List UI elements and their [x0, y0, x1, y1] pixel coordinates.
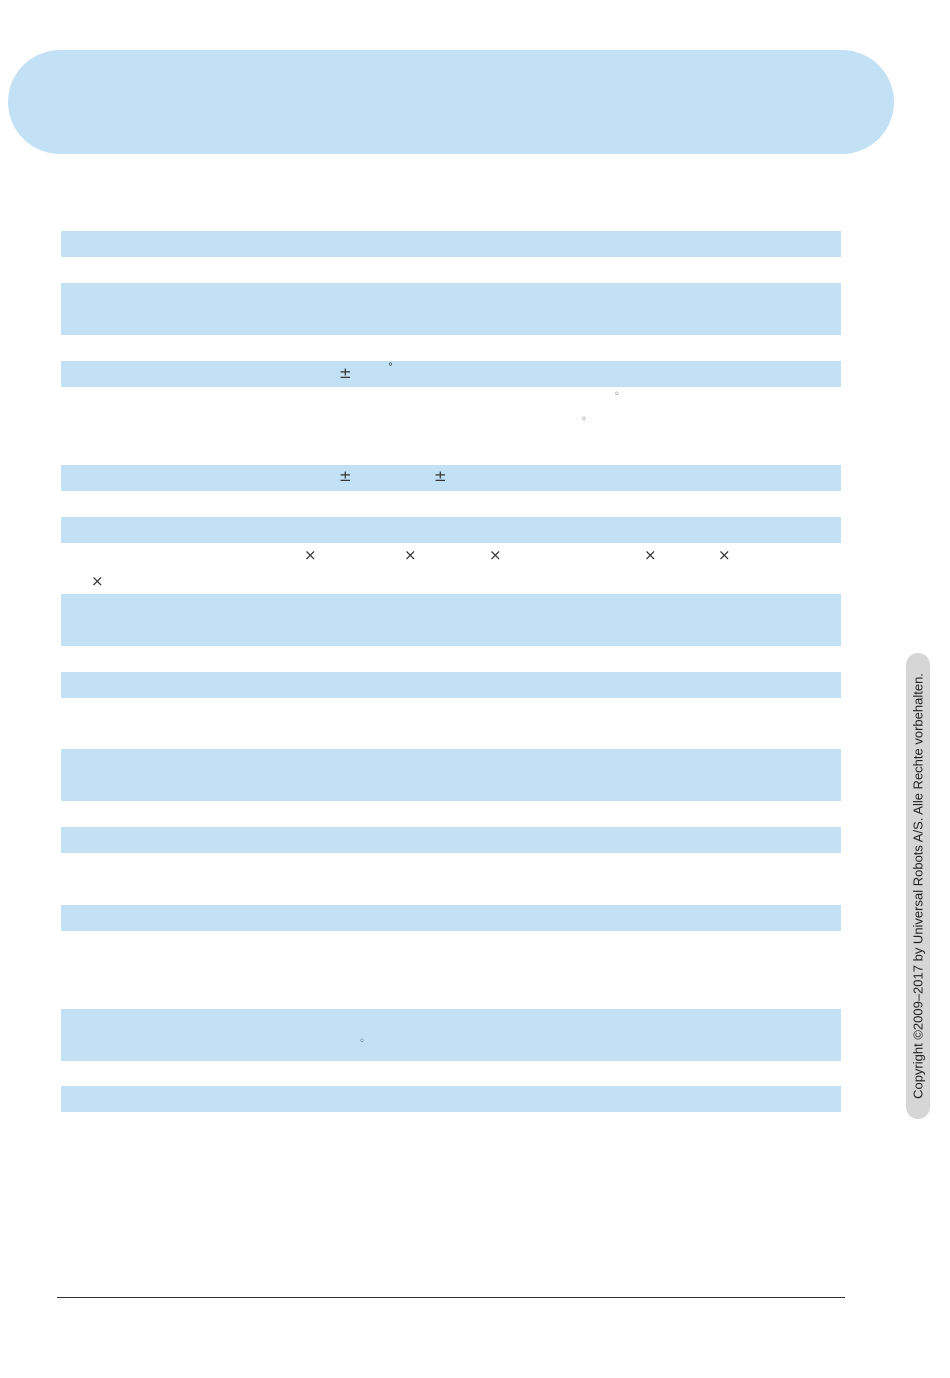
footer-divider [57, 1297, 845, 1298]
table-row [61, 1009, 841, 1061]
table-row [61, 672, 841, 698]
times-symbol: × [404, 546, 417, 564]
table-row [61, 517, 841, 543]
header-banner [8, 50, 894, 154]
table-row [61, 594, 841, 646]
copyright-text: Copyright ©2009–2017 by Universal Robots A/S. Alle Rechte vorbehalten. [910, 673, 926, 1099]
degree-symbol: ° [388, 362, 393, 373]
plus-minus-symbol: ± [339, 364, 352, 382]
table-row [61, 283, 841, 335]
table-row [61, 465, 841, 491]
times-symbol: × [489, 546, 502, 564]
table-row [61, 1086, 841, 1112]
table-row [61, 749, 841, 801]
times-symbol: × [644, 546, 657, 564]
table-row [61, 231, 841, 257]
degree-symbol: ◦ [359, 1036, 365, 1047]
times-symbol: × [91, 572, 104, 590]
copyright-side-tab [906, 653, 930, 1119]
table-row [61, 827, 841, 853]
degree-symbol: ◦ [581, 414, 587, 425]
plus-minus-symbol: ± [339, 467, 352, 485]
table-row [61, 361, 841, 387]
times-symbol: × [304, 546, 317, 564]
plus-minus-symbol: ± [434, 467, 447, 485]
degree-symbol: ◦ [614, 389, 620, 400]
table-row [61, 905, 841, 931]
times-symbol: × [718, 546, 731, 564]
